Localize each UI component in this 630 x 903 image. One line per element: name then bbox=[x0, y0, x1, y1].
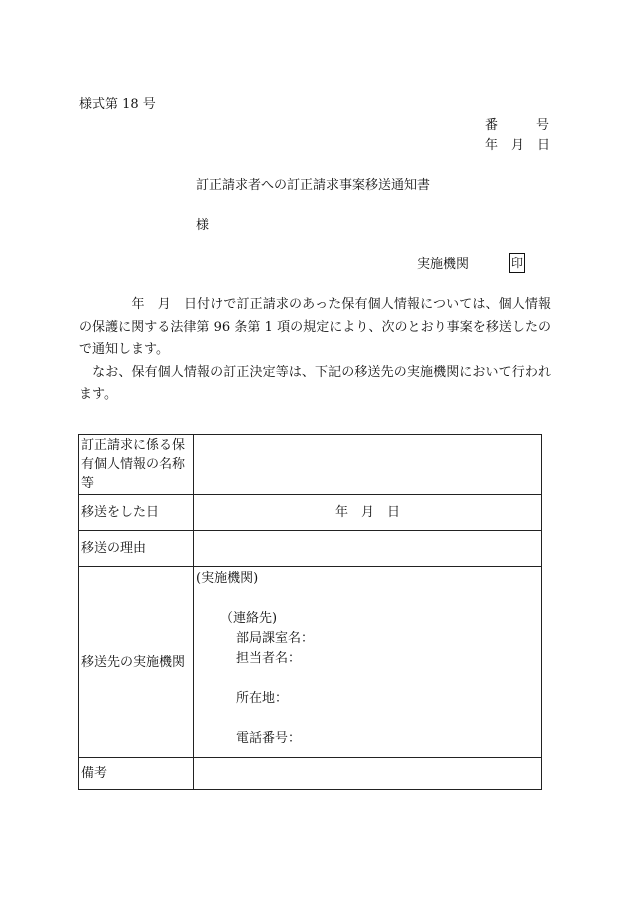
table-row bbox=[79, 495, 542, 531]
number-label-left: 番 bbox=[485, 118, 499, 133]
transfer-details-table bbox=[78, 434, 542, 790]
info-name-label: 訂正請求に係る保有個人情報の名称等 bbox=[79, 435, 194, 495]
addressee: 様 bbox=[196, 218, 210, 233]
remarks-label: 備考 bbox=[79, 758, 194, 790]
phone-field: 電話番号： bbox=[236, 731, 302, 746]
form-number: 様式第 18 号 bbox=[79, 97, 156, 112]
department-field: 部局課室名： bbox=[236, 631, 315, 646]
notice-paragraph-2: なお、保有個人情報の訂正決定等は、下記の移送先の実施機関において行われます。 bbox=[79, 364, 551, 402]
destination-agency-value bbox=[194, 567, 542, 758]
transfer-reason-value bbox=[194, 531, 542, 567]
person-in-charge-field: 担当者名： bbox=[236, 651, 302, 666]
contact-heading: （連絡先) bbox=[220, 611, 278, 626]
table-row bbox=[79, 531, 542, 567]
notice-paragraph-1: 年 月 日付けで訂正請求のあった保有個人情報については、個人情報の保護に関する法律第 96 条第 1 項の規定により、次のとおり事案を移送したので通知します。 bbox=[79, 297, 551, 357]
agency-label: 実施機関 bbox=[417, 257, 470, 272]
document-title: 訂正請求者への訂正請求事案移送通知書 bbox=[196, 178, 431, 193]
destination-agency-label: 移送先の実施機関 bbox=[79, 567, 194, 758]
number-label-right: 号 bbox=[535, 118, 549, 133]
table-row bbox=[79, 435, 542, 495]
address-field: 所在地： bbox=[236, 691, 289, 706]
info-name-value bbox=[194, 435, 542, 495]
transfer-date-label: 移送をした日 bbox=[79, 495, 194, 531]
document-date: 年 月 日 bbox=[485, 138, 551, 153]
table-row bbox=[79, 758, 542, 790]
transfer-date-value: 年 月 日 bbox=[194, 495, 542, 531]
notice-body bbox=[79, 294, 551, 407]
table-row bbox=[79, 567, 542, 758]
transfer-reason-label: 移送の理由 bbox=[79, 531, 194, 567]
seal-box: 印 bbox=[509, 253, 525, 273]
remarks-value bbox=[194, 758, 542, 790]
agency-placeholder: (実施機関) bbox=[196, 571, 259, 586]
